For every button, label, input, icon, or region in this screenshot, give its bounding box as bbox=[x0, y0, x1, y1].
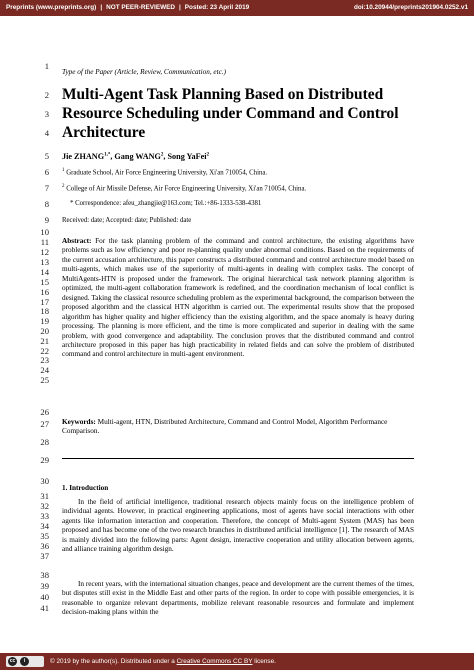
affiliation bbox=[62, 168, 267, 176]
line-number: 10 bbox=[40, 227, 49, 237]
line-number: 24 bbox=[40, 365, 49, 375]
author-name: Jie ZHANG bbox=[62, 152, 105, 161]
line-number: 39 bbox=[40, 581, 49, 591]
line-number: 8 bbox=[44, 199, 49, 209]
cc-by-license-icon[interactable] bbox=[6, 656, 44, 667]
by-circle-icon: i bbox=[20, 657, 29, 666]
keywords bbox=[62, 418, 414, 437]
posted-date: Posted: 23 April 2019 bbox=[184, 4, 250, 11]
line-number: 3 bbox=[44, 109, 49, 119]
doi-link[interactable]: doi:10.20944/preprints201904.0252.v1 bbox=[353, 4, 468, 11]
line-number: 18 bbox=[40, 306, 49, 316]
author-affiliation-mark: 1,* bbox=[104, 152, 111, 158]
author-name: Song YaFei bbox=[167, 152, 207, 161]
line-number: 14 bbox=[40, 267, 49, 277]
author-affiliation-mark: 2 bbox=[206, 152, 210, 158]
line-number: 17 bbox=[40, 297, 49, 307]
line-number: 30 bbox=[40, 476, 49, 486]
license-footer bbox=[0, 653, 474, 670]
keywords-text: Multi-agent, HTN, Distributed Architecture, Command and Control Model, Algorithm Performance Comparison. bbox=[62, 418, 388, 436]
paper-title: Multi-Agent Task Planning Based on Distributed Resource Scheduling under Command and Control Architecture bbox=[62, 86, 399, 141]
section-heading: 1. Introduction bbox=[62, 484, 109, 492]
abstract bbox=[62, 237, 414, 360]
line-number: 19 bbox=[40, 316, 49, 326]
line-number: 22 bbox=[40, 346, 49, 356]
abstract-label: Abstract: bbox=[62, 237, 92, 245]
line-number: 28 bbox=[40, 437, 49, 447]
line-number: 38 bbox=[40, 570, 49, 580]
received-dates: Received: date; Accepted: date; Published: date bbox=[62, 217, 192, 224]
author-list: Jie $ZHANG^{1,*}$, Gang WANG$^2$, Song YaFei$^2$ bbox=[62, 152, 210, 161]
cc-circle-icon: cc bbox=[9, 658, 16, 664]
cc-license-link[interactable]: Creative Commons CC BY bbox=[176, 658, 253, 665]
header-left: Preprints (www.preprints.org) | NOT PEER-REVIEWED | Posted: 23 April 2019 bbox=[6, 4, 250, 11]
keywords-label: Keywords: bbox=[62, 418, 96, 426]
affiliation-mark: 1 bbox=[62, 168, 65, 173]
license-prefix: © 2019 by the author(s). Distributed under a bbox=[50, 658, 177, 665]
affiliation-text: Graduate School, Air Force Engineering University, Xi'an 710054, China. bbox=[66, 169, 268, 177]
line-number: 26 bbox=[40, 407, 49, 417]
line-number: 25 bbox=[40, 375, 49, 385]
line-number: 5 bbox=[44, 151, 49, 161]
line-number: 11 bbox=[40, 237, 49, 247]
line-number: 34 bbox=[40, 521, 49, 531]
line-number: 2 bbox=[44, 90, 49, 100]
abstract-text: For the task planning problem of the command and control architecture, the existing algorithms have problems such as low efficiency and poor re-planning quality under abnormal conditions. Based on the requirements of the current accusation architecture, this paper constructs a distributed command and control architecture model based on multi-agents, which makes use of the superiority of multi-agents in dealing with complex tasks. The concept of MultiAgents-HTN is proposed under the framework. The original hierarchical task network planning algorithm is optimized, the multi-agent collaboration framework is redefined, and the coordination mechanism of local conflict is designed. Taking the classical resource scheduling problem as the experimental background, the comparison between the proposed algorithm and the classical HTN algorithm is carried out. The experimental results show that the proposed algorithm has higher quality and higher efficiency than the existing algorithm, and the space anomaly is heavy during processing. The planning is more efficient, and the time is more complicated and superior in dealing with the same problem, with good convergence and adaptability. The conclusion proves that the distributed command and control architecture proposed in this paper has high practicability in related fields and can solve the problem of distributed command and control architecture in multi-agent environment. bbox=[62, 237, 414, 359]
correspondence bbox=[62, 200, 261, 207]
line-number: 15 bbox=[40, 277, 49, 287]
line-number: 36 bbox=[40, 541, 49, 551]
line-number: 16 bbox=[40, 287, 49, 297]
line-number: 33 bbox=[40, 511, 49, 521]
preprint-header-bar bbox=[0, 0, 474, 16]
line-number: 37 bbox=[40, 551, 49, 561]
line-number: 32 bbox=[40, 501, 49, 511]
line-number: 35 bbox=[40, 531, 49, 541]
affiliation-text: College of Air Missile Defense, Air Force Engineering University, Xi'an 710054, China. bbox=[66, 185, 307, 193]
author-affiliation-mark: 2 bbox=[160, 152, 164, 158]
section-divider bbox=[62, 458, 414, 459]
preprints-site-link[interactable]: Preprints (www.preprints.org) bbox=[6, 4, 97, 11]
correspondence-text: Correspondence: afeu_zhangjie@163.com; Tel.:+86-1333-538-4381 bbox=[75, 200, 262, 207]
line-number: 4 bbox=[44, 128, 49, 138]
line-number: 6 bbox=[44, 167, 49, 177]
line-number: 29 bbox=[40, 455, 49, 465]
line-number: 20 bbox=[40, 326, 49, 336]
line-number: 40 bbox=[40, 592, 49, 602]
line-number: 21 bbox=[40, 336, 49, 346]
paper-type-line: Type of the Paper (Article, Review, Communication, etc.) bbox=[62, 68, 226, 76]
correspondence-mark: * bbox=[70, 200, 74, 207]
line-number: 13 bbox=[40, 257, 49, 267]
line-number: 23 bbox=[40, 355, 49, 365]
line-number: 12 bbox=[40, 247, 49, 257]
line-number: 31 bbox=[40, 491, 49, 501]
body-paragraph: In recent years, with the international situation changes, peace and development are the current themes of the times, but disputes still exist in the Middle East and other parts of the region. In order to cope with possible emergencies, it is reasonable to organize relevant departments, mobilize relevant reasonable resources and formulate and implement decision-making plans within the bbox=[62, 580, 414, 617]
affiliation-mark: 2 bbox=[62, 184, 65, 189]
line-number: 9 bbox=[44, 215, 49, 225]
line-number: 7 bbox=[44, 183, 49, 193]
peer-review-status: NOT PEER-REVIEWED bbox=[106, 4, 175, 11]
license-suffix: license. bbox=[252, 658, 276, 665]
affiliation bbox=[62, 184, 306, 192]
line-number: 1 bbox=[44, 61, 49, 71]
body-paragraph: In the field of artificial intelligence, traditional research objects mainly focus on the intelligence problem of individual agents. However, in practical engineering applications, most of agents have social interactions with other agents like information interaction and cooperation. Therefore, the concept of Multi-agent System (MAS) has been proposed and has become one of the two research branches in distributed artificial intelligence [1]. The research of MAS is mainly divided into the following parts: Agent design, interactive cooperation and utility allocation between agents, and alliance training algorithm design. bbox=[62, 498, 414, 554]
line-number: 41 bbox=[40, 603, 49, 613]
license-text bbox=[50, 658, 276, 665]
author-name: Gang WANG bbox=[114, 152, 161, 161]
line-number: 27 bbox=[40, 419, 49, 429]
